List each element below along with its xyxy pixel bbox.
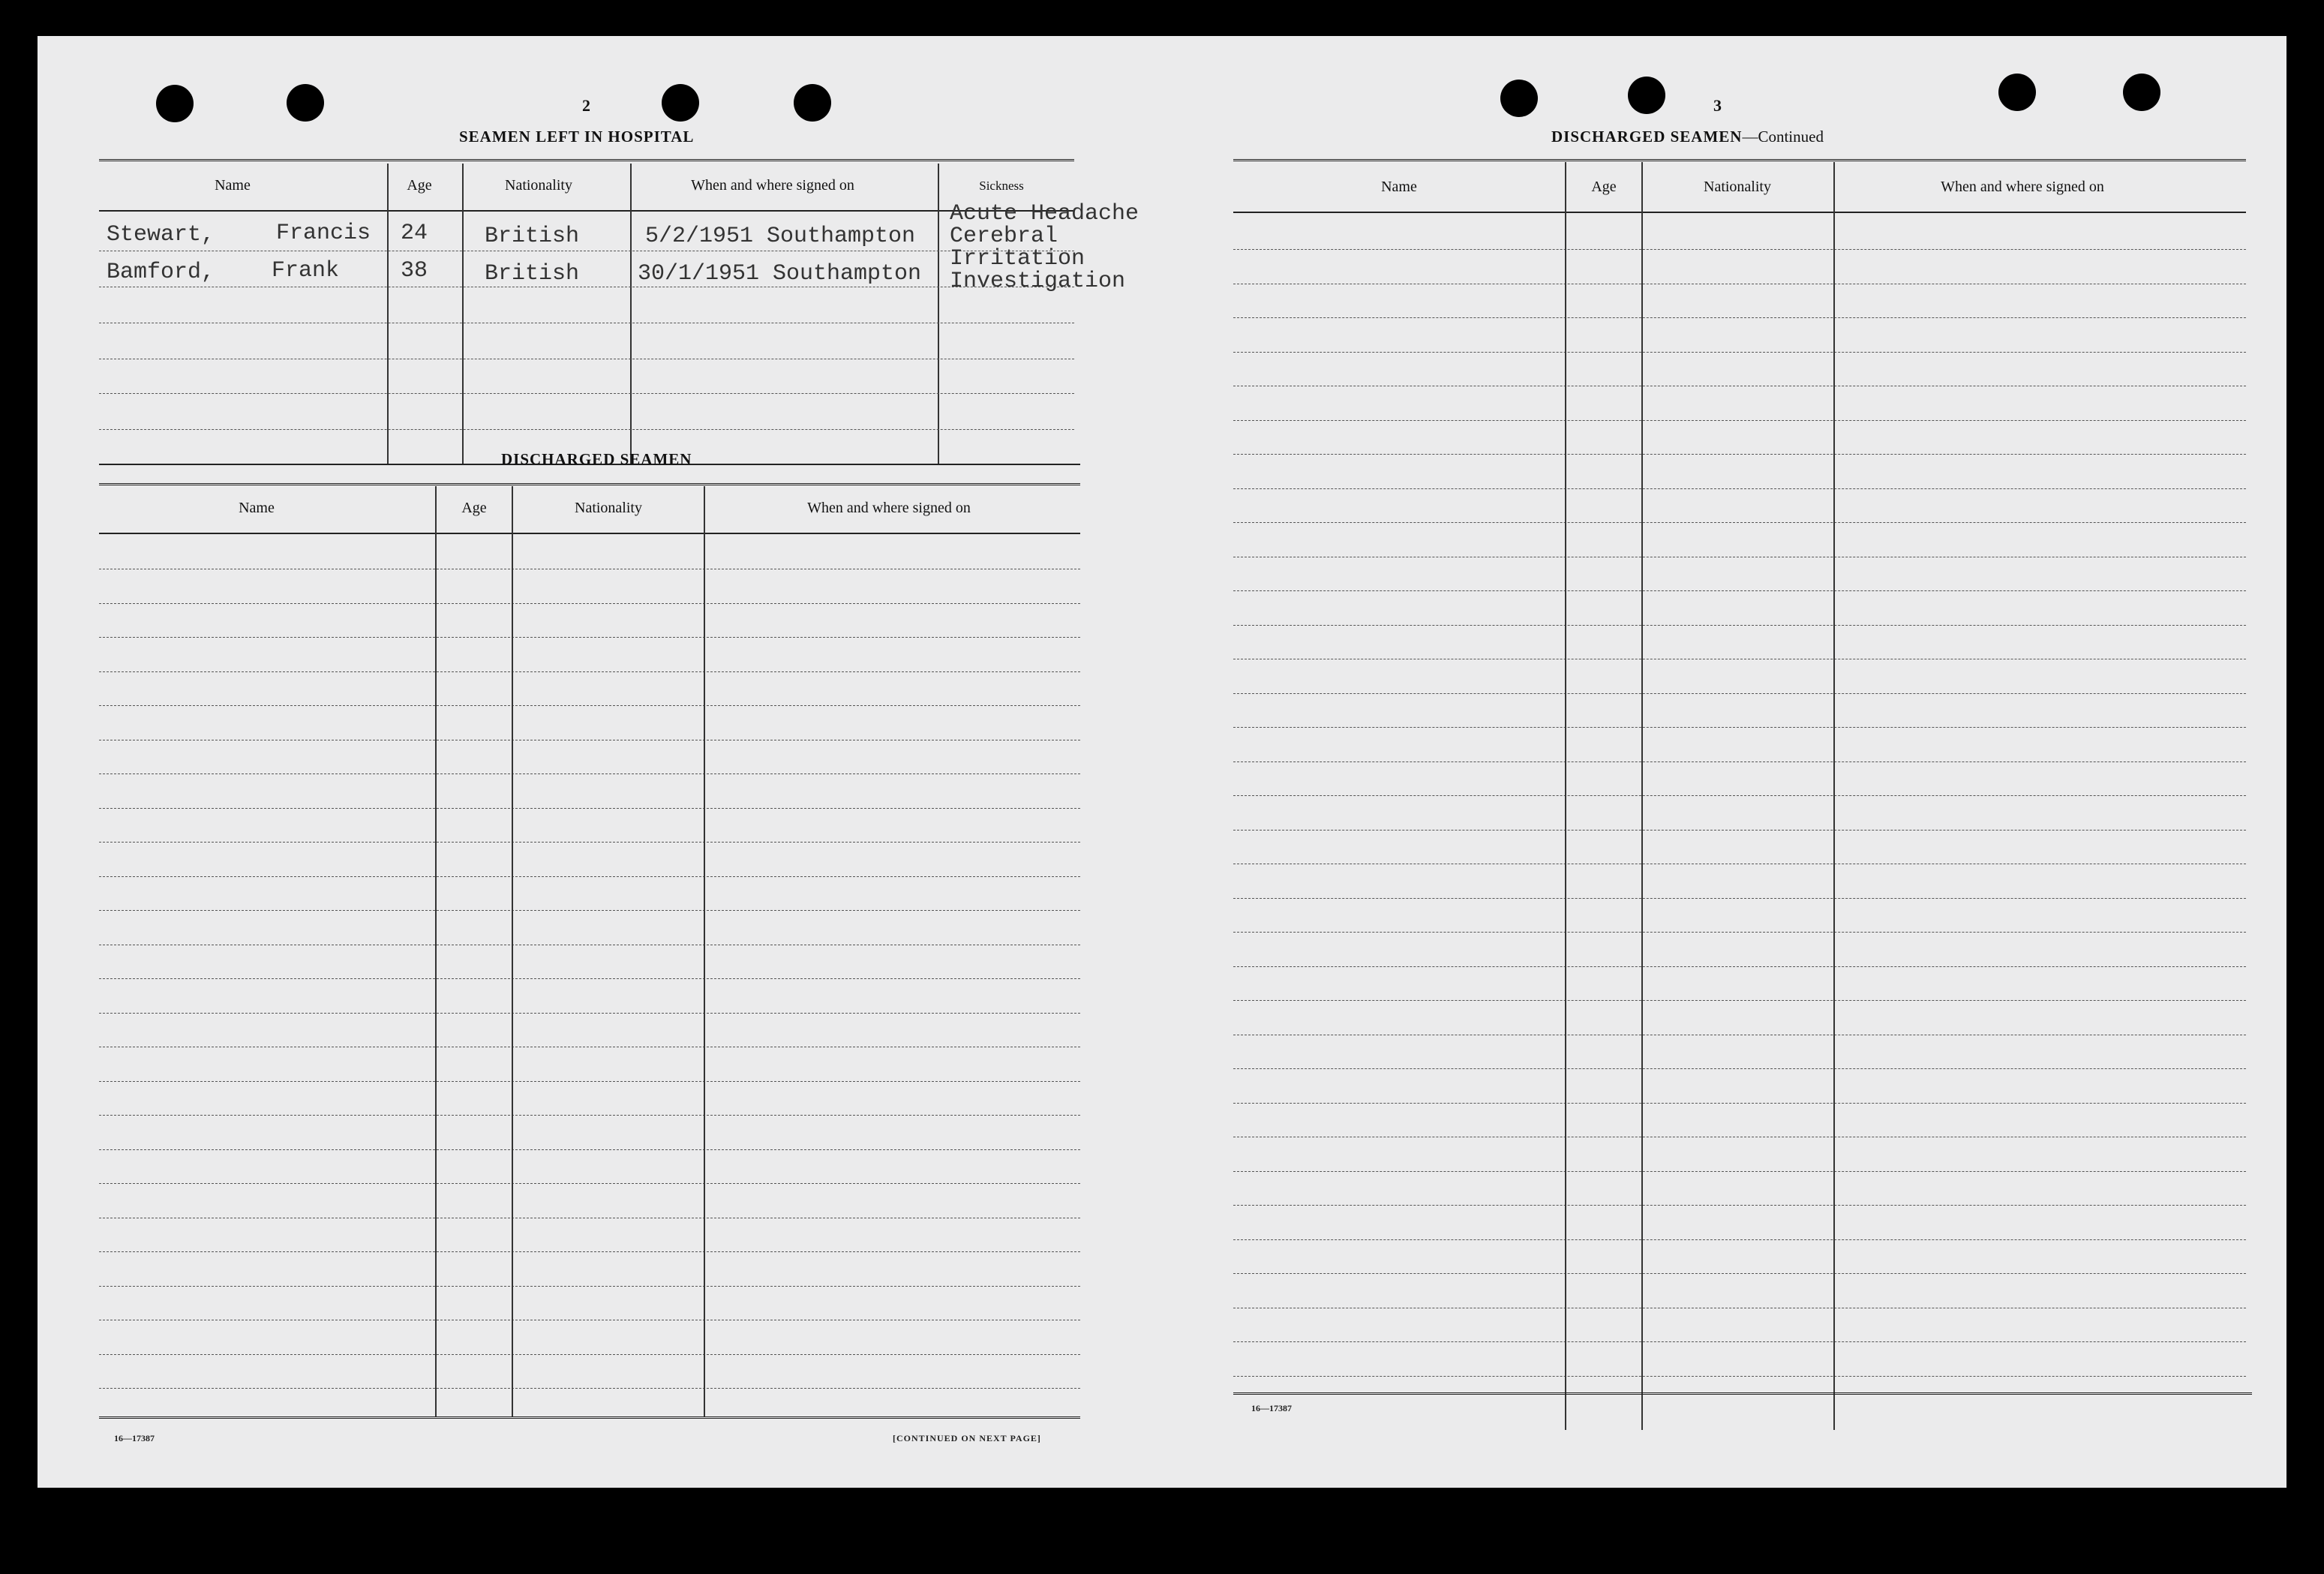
hospital-header-rule	[99, 210, 1074, 212]
row-line	[1233, 420, 2246, 421]
row-line	[99, 1115, 1080, 1116]
row-line	[99, 876, 1080, 877]
row-line	[99, 1251, 1080, 1252]
entry-sickness: Acute Headache	[950, 201, 1139, 227]
punch-hole	[2123, 74, 2160, 111]
right-header-rule	[1233, 212, 2246, 213]
row-line	[1233, 625, 2246, 626]
entry-age: 24	[401, 221, 428, 246]
row-line	[1233, 761, 2246, 762]
row-line	[1233, 795, 2246, 796]
right-header-name: Name	[1381, 179, 1417, 195]
right-section-title	[1551, 128, 1824, 146]
punch-hole	[287, 84, 324, 122]
column-divider	[938, 164, 939, 465]
hospital-header-sickness: Sickness	[979, 179, 1024, 193]
entry-sickness: Irritation	[950, 246, 1085, 272]
entry-surname: Bamford,	[107, 260, 215, 285]
discharged-table-top-rule	[99, 483, 1080, 488]
row-line	[99, 1081, 1080, 1082]
left-page-number: 2	[582, 96, 590, 115]
row-line	[1233, 932, 2246, 933]
discharged-section-title: DISCHARGED SEAMEN	[501, 450, 692, 468]
right-header-nationality: Nationality	[1704, 179, 1771, 195]
entry-sickness: Cerebral	[950, 224, 1058, 249]
row-line	[99, 773, 1080, 774]
discharged-header-rule	[99, 533, 1080, 534]
row-line	[99, 671, 1080, 672]
row-line	[1233, 1376, 2246, 1377]
column-divider	[1641, 162, 1643, 1430]
column-divider	[512, 486, 513, 1416]
register-sheet	[38, 36, 2286, 1488]
punch-hole	[156, 85, 194, 122]
row-line	[99, 1354, 1080, 1355]
hospital-header-name: Name	[215, 177, 251, 194]
row-line	[1233, 898, 2246, 899]
right-table-bottom-rule	[1233, 1392, 2252, 1397]
column-divider	[435, 486, 437, 1416]
row-line	[1233, 590, 2246, 591]
column-divider	[1833, 162, 1835, 1430]
punch-hole	[794, 84, 831, 122]
row-line	[1233, 249, 2246, 250]
row-line	[99, 637, 1080, 638]
entry-given-name: Francis	[276, 221, 371, 246]
hospital-header-nationality: Nationality	[505, 177, 572, 194]
row-line	[1233, 1341, 2246, 1342]
right-page-number: 3	[1713, 96, 1722, 115]
column-divider	[704, 486, 705, 1416]
hospital-header-signed-on: When and where signed on	[691, 177, 854, 194]
row-line	[1233, 966, 2246, 967]
entry-nationality: British	[485, 224, 580, 249]
right-table-top-rule	[1233, 159, 2246, 164]
entry-given-name: Frank	[272, 258, 340, 284]
right-title-main: DISCHARGED SEAMEN	[1551, 128, 1743, 146]
form-number: 16—17387	[1251, 1403, 1292, 1413]
row-line	[99, 978, 1080, 979]
discharged-table-bottom-rule	[99, 1416, 1080, 1421]
row-line	[1233, 317, 2246, 318]
punch-hole	[1628, 77, 1665, 114]
row-line	[1233, 830, 2246, 831]
right-title-suffix: —Continued	[1742, 128, 1824, 146]
form-number: 16—17387	[114, 1433, 155, 1443]
column-divider	[462, 164, 464, 465]
row-line	[1233, 1068, 2246, 1069]
row-line	[1233, 1205, 2246, 1206]
row-line	[99, 1388, 1080, 1389]
row-line	[99, 1286, 1080, 1287]
entry-surname: Stewart,	[107, 222, 215, 248]
discharged-header-age: Age	[461, 500, 487, 516]
row-line	[1233, 454, 2246, 455]
row-line	[1233, 1171, 2246, 1172]
row-line	[99, 393, 1074, 394]
row-line	[1233, 1239, 2246, 1240]
row-line	[99, 808, 1080, 809]
column-divider	[1565, 162, 1566, 1430]
row-line	[1233, 1103, 2246, 1104]
discharged-header-name: Name	[239, 500, 275, 516]
entry-signed-on: 30/1/1951 Southampton	[638, 261, 922, 287]
punch-hole	[1500, 80, 1538, 117]
row-line	[99, 842, 1080, 843]
row-line	[99, 910, 1080, 911]
entry-age: 38	[401, 258, 428, 284]
right-header-signed-on: When and where signed on	[1941, 179, 2104, 195]
entry-nationality: British	[485, 261, 580, 287]
row-line	[1233, 1273, 2246, 1274]
punch-hole	[662, 84, 699, 122]
row-line	[99, 1013, 1080, 1014]
row-line	[99, 603, 1080, 604]
column-divider	[387, 164, 389, 465]
row-line	[1233, 1000, 2246, 1001]
row-line	[99, 429, 1074, 430]
hospital-section-title: SEAMEN LEFT IN HOSPITAL	[459, 128, 695, 146]
continued-note: [CONTINUED ON NEXT PAGE]	[893, 1433, 1041, 1443]
row-line	[1233, 522, 2246, 523]
row-line	[99, 1149, 1080, 1150]
entry-signed-on: 5/2/1951 Southampton	[645, 224, 916, 249]
column-divider	[630, 164, 632, 465]
right-header-age: Age	[1591, 179, 1617, 195]
row-line	[99, 1183, 1080, 1184]
discharged-header-nationality: Nationality	[575, 500, 642, 516]
row-line	[1233, 488, 2246, 489]
entry-sickness: Investigation	[950, 269, 1126, 294]
hospital-table-top-rule	[99, 159, 1074, 164]
row-line	[1233, 352, 2246, 353]
row-line	[1233, 693, 2246, 694]
punch-hole	[1998, 74, 2036, 111]
row-line	[99, 705, 1080, 706]
hospital-header-age: Age	[407, 177, 432, 194]
discharged-header-signed-on: When and where signed on	[807, 500, 971, 516]
row-line	[1233, 727, 2246, 728]
